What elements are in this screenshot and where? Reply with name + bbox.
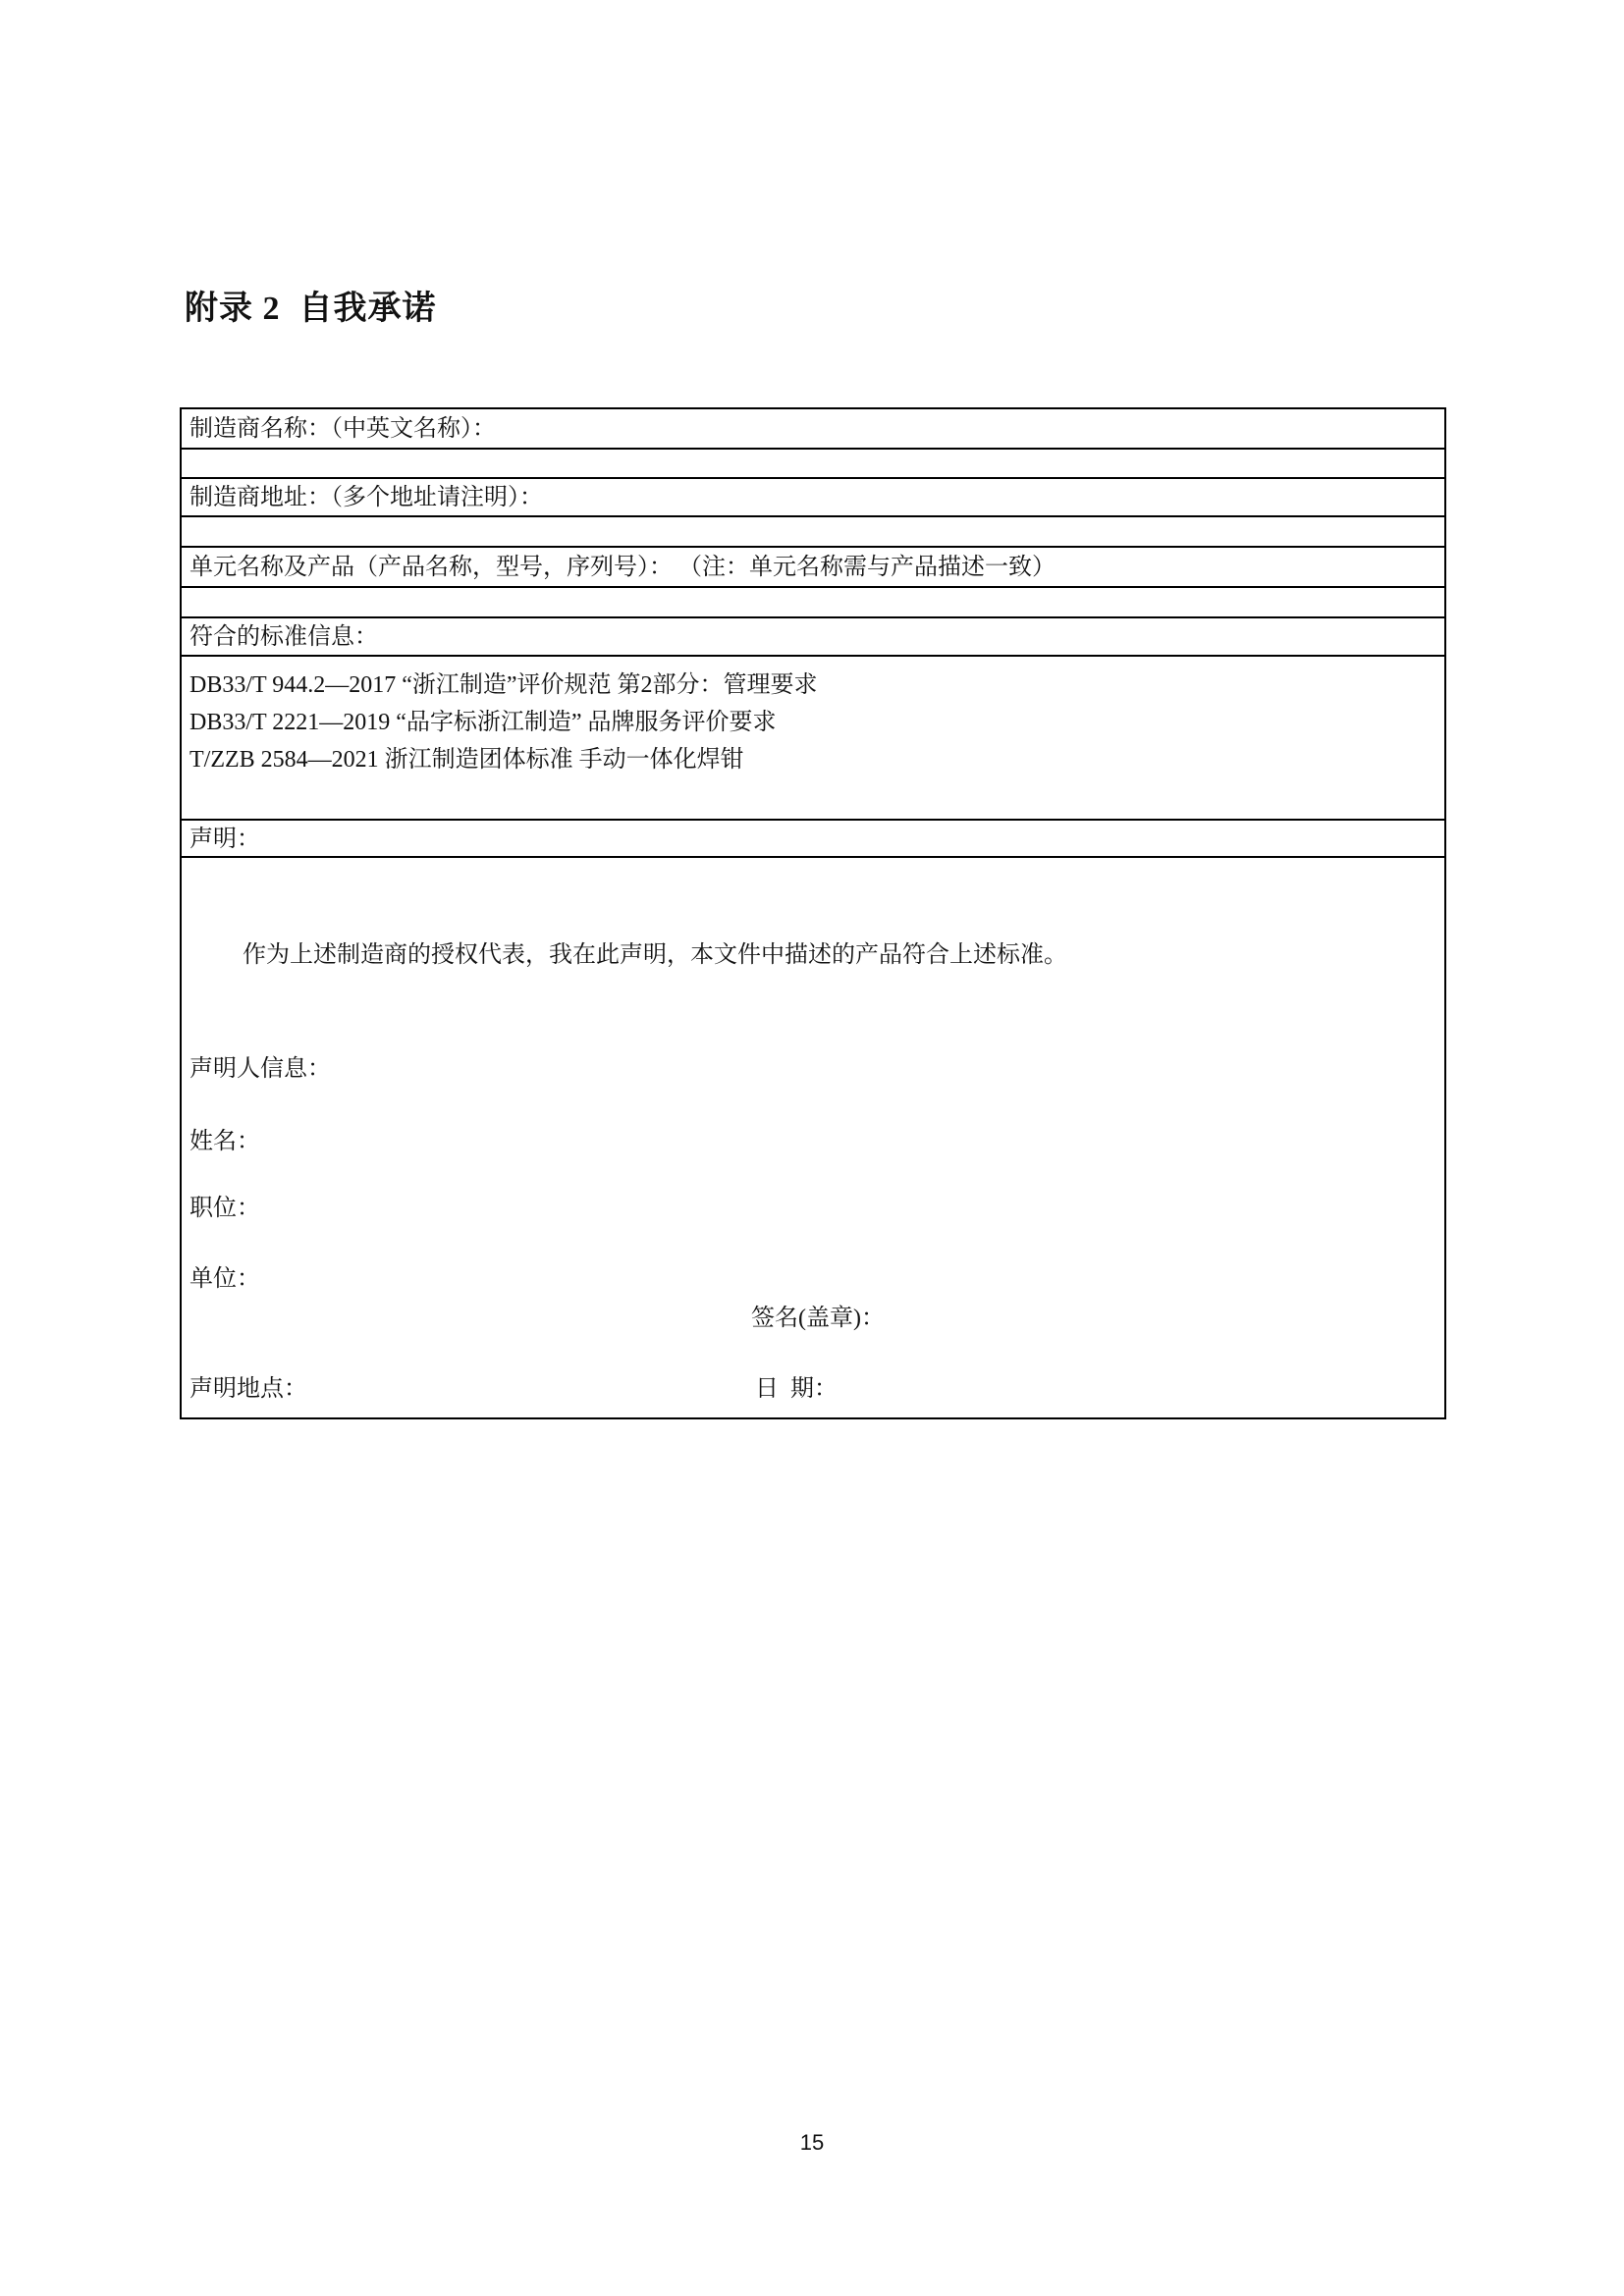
name-label: 姓名： (189, 1129, 260, 1154)
unit-product-input-row (182, 588, 1444, 618)
manufacturer-name-label-row: 制造商名称：（中英文名称）： (182, 409, 1444, 450)
standard-line: DB33/T 2221—2019 “品字标浙江制造” 品牌服务评价要求 (189, 710, 777, 735)
standard-line: DB33/T 944.2—2017 “浙江制造”评价规范 第2部分：管理要求 (189, 672, 818, 698)
company-label: 单位： (189, 1266, 260, 1292)
standard-line: T/ZZB 2584—2021 浙江制造团体标准 手动一体化焊钳 (189, 747, 744, 773)
manufacturer-address-input-row (182, 517, 1444, 548)
declarant-info-label: 声明人信息： (189, 1056, 331, 1082)
unit-product-label-row: 单元名称及产品（产品名称，型号，序列号）： （注：单元名称需与产品描述一致） (182, 548, 1444, 588)
self-declaration-form (180, 407, 1446, 1419)
manufacturer-address-label-row: 制造商地址：（多个地址请注明）： (182, 479, 1444, 517)
position-label: 职位： (189, 1196, 260, 1221)
declaration-header-row: 声明： (182, 821, 1444, 858)
page-number: 15 (799, 2130, 825, 2155)
declaration-place-label: 声明地点： (189, 1376, 307, 1402)
standards-list-cell (182, 657, 1444, 821)
signature-label: 签名(盖章)： (751, 1306, 885, 1331)
declaration-cell (182, 858, 1444, 1417)
standards-header-row: 符合的标准信息： (182, 618, 1444, 657)
date-label: 日 期： (755, 1376, 838, 1402)
manufacturer-name-input-row (182, 450, 1444, 479)
declaration-statement: 作为上述制造商的授权代表，我在此声明，本文件中描述的产品符合上述标准。 (243, 942, 1067, 968)
appendix-title: 附录 2 自我承诺 (185, 291, 437, 327)
